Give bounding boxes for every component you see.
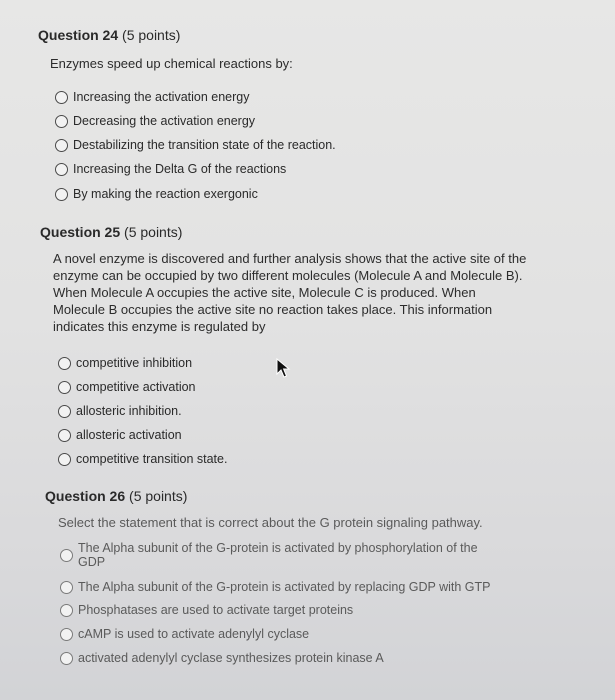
radio-button[interactable] [55,115,68,128]
radio-button[interactable] [60,604,73,617]
question-points: (5 points) [122,27,181,43]
mouse-pointer-icon [276,358,292,378]
answer-option[interactable] [58,428,182,442]
answer-option[interactable] [58,356,192,370]
answer-label-line: GDP [78,555,106,569]
radio-button[interactable] [55,139,68,152]
radio-button[interactable] [60,581,73,594]
radio-button[interactable] [58,381,71,394]
answer-label: allosteric inhibition. [76,404,182,418]
answer-label: competitive inhibition [76,356,193,370]
radio-button[interactable] [58,357,71,370]
question-number: Question 25 [40,224,121,240]
question-header [38,27,180,43]
answer-option[interactable] [58,380,196,394]
question-prompt: Select the statement that is correct about the G protein signaling pathway. [58,515,483,530]
question-prompt [53,250,526,335]
radio-button[interactable] [55,163,68,176]
answer-label-line: The Alpha subunit of the G-protein is activated by phosphorylation of the [78,541,478,555]
question-points: (5 points) [124,224,183,240]
answer-label [78,541,478,569]
radio-button[interactable] [55,188,68,201]
question-prompt: Enzymes speed up chemical reactions by: [50,56,293,71]
answer-option[interactable] [55,138,336,152]
prompt-line: enzyme can be occupied by two different molecules (Molecule A and Molecule B). [53,268,523,283]
answer-option[interactable] [55,114,255,128]
answer-label: competitive activation [76,380,196,394]
answer-option[interactable] [60,627,309,641]
prompt-line: A novel enzyme is discovered and further analysis shows that the active site of the [53,251,527,266]
question-number: Question 24 [38,27,119,43]
radio-button[interactable] [60,549,73,562]
answer-option[interactable] [60,580,490,594]
radio-button[interactable] [55,91,68,104]
radio-button[interactable] [58,405,71,418]
answer-label: Increasing the Delta G of the reactions [73,162,287,176]
radio-button[interactable] [58,429,71,442]
radio-button[interactable] [60,652,73,665]
answer-option[interactable] [58,452,227,466]
answer-label: competitive transition state. [76,452,228,466]
prompt-line: When Molecule A occupies the active site, Molecule C is produced. When [53,285,476,300]
answer-label: cAMP is used to activate adenylyl cyclase [78,627,310,641]
answer-label: Destabilizing the transition state of the reaction. [73,138,336,152]
question-number: Question 26 [45,488,126,504]
radio-button[interactable] [58,453,71,466]
answer-label: activated adenylyl cyclase synthesizes protein kinase A [78,651,384,665]
answer-label: allosteric activation [76,428,182,442]
answer-label: Increasing the activation energy [73,90,250,104]
question-points: (5 points) [129,488,188,504]
radio-button[interactable] [60,628,73,641]
answer-option[interactable] [55,187,258,201]
question-header [40,224,182,240]
answer-option[interactable] [60,603,353,617]
answer-label: The Alpha subunit of the G-protein is activated by replacing GDP with GTP [78,580,491,594]
prompt-line: indicates this enzyme is regulated by [53,319,266,334]
answer-option[interactable] [55,90,250,104]
answer-label: Decreasing the activation energy [73,114,256,128]
question-header [45,488,187,504]
prompt-line: Molecule B occupies the active site no reaction takes place. This information [53,302,493,317]
answer-option[interactable] [55,162,286,176]
answer-option[interactable] [58,404,182,418]
answer-label: By making the reaction exergonic [73,187,258,201]
answer-option[interactable] [60,651,384,665]
answer-label: Phosphatases are used to activate target proteins [78,603,354,617]
answer-option[interactable] [60,541,478,569]
